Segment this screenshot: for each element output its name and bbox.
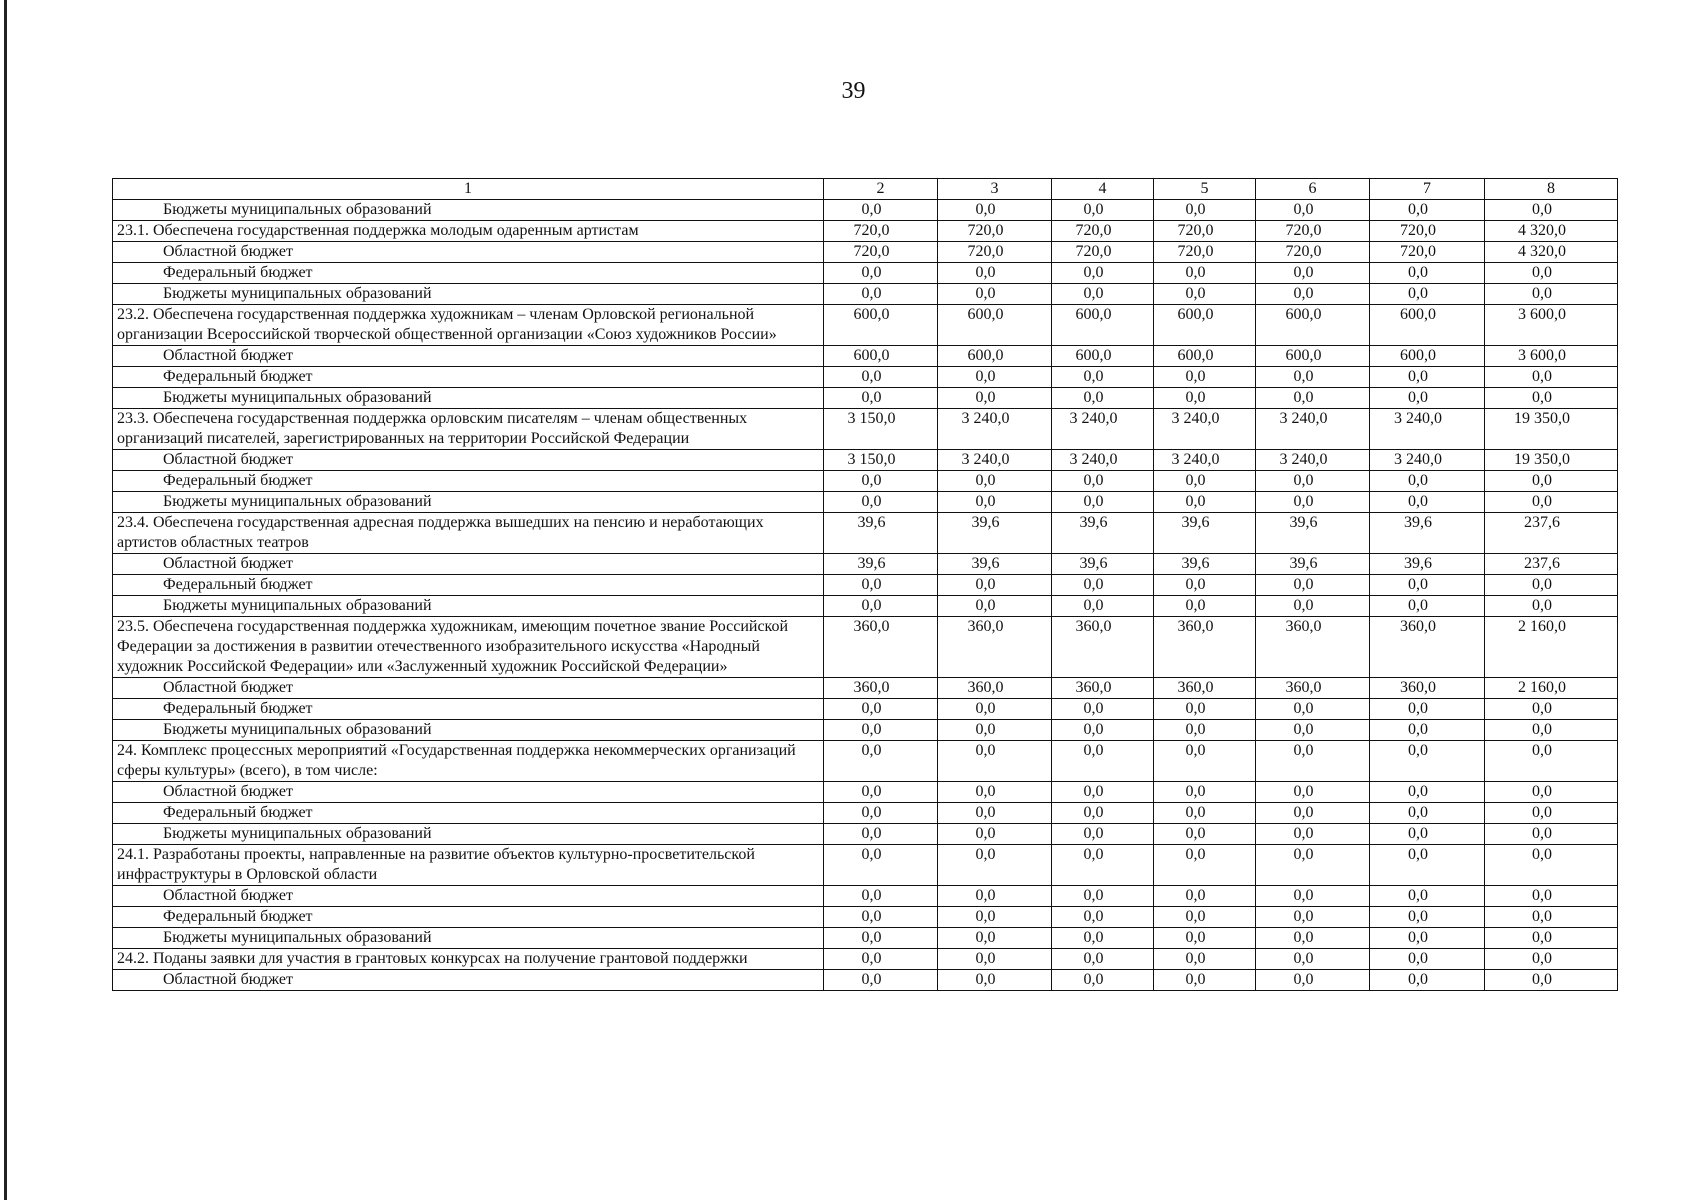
budget-source-label: Федеральный бюджет: [113, 699, 824, 720]
year-value-cell: 0,0: [1370, 699, 1485, 720]
year-value-cell: 720,0: [1052, 221, 1154, 242]
year-value-cell: 0,0: [1154, 970, 1256, 991]
year-value-cell: 600,0: [1256, 346, 1370, 367]
year-value-cell: 0,0: [1052, 741, 1154, 782]
year-value-cell: 0,0: [824, 575, 938, 596]
table-row: [113, 492, 1618, 513]
table-row: [113, 263, 1618, 284]
table-row: [113, 471, 1618, 492]
total-cell: 0,0: [1485, 741, 1618, 782]
year-value-cell: 720,0: [824, 242, 938, 263]
item-description: 23.3. Обеспечена государственная поддержка орловским писателям – членам общественных организаций писателей, зарегистрированных на территории Российской Федерации: [113, 409, 824, 450]
year-value-cell: 0,0: [938, 388, 1052, 409]
table-row: [113, 305, 1618, 346]
page-number: 39: [841, 78, 866, 104]
year-value-cell: 0,0: [1256, 720, 1370, 741]
year-value-cell: 0,0: [1052, 720, 1154, 741]
total-cell: 2 160,0: [1485, 678, 1618, 699]
budget-source-label: Федеральный бюджет: [113, 367, 824, 388]
year-value-cell: 720,0: [938, 221, 1052, 242]
table-row: [113, 949, 1618, 970]
year-value-cell: 0,0: [1370, 596, 1485, 617]
year-value-cell: 0,0: [1370, 367, 1485, 388]
year-value-cell: 0,0: [938, 907, 1052, 928]
year-value-cell: 0,0: [1052, 803, 1154, 824]
year-value-cell: 0,0: [938, 492, 1052, 513]
year-value-cell: 720,0: [1256, 221, 1370, 242]
year-value-cell: 0,0: [824, 471, 938, 492]
total-cell: 0,0: [1485, 782, 1618, 803]
budget-source-label: Федеральный бюджет: [113, 575, 824, 596]
year-value-cell: 600,0: [1256, 305, 1370, 346]
year-value-cell: 360,0: [1370, 678, 1485, 699]
item-description: 23.2. Обеспечена государственная поддержка художникам – членам Орловской региональной организации Всероссийской творческой общественной организации «Союз художников России»: [113, 305, 824, 346]
year-value-cell: 0,0: [1370, 388, 1485, 409]
year-value-cell: 0,0: [1256, 782, 1370, 803]
year-value-cell: 39,6: [1154, 513, 1256, 554]
item-description: 23.1. Обеспечена государственная поддержка молодым одаренным артистам: [113, 221, 824, 242]
total-cell: 4 320,0: [1485, 221, 1618, 242]
year-value-cell: 0,0: [824, 492, 938, 513]
year-value-cell: 39,6: [1256, 554, 1370, 575]
header-cell: 8: [1485, 179, 1618, 200]
year-value-cell: 39,6: [938, 513, 1052, 554]
item-description: 24.2. Поданы заявки для участия в грантовых конкурсах на получение грантовой поддержки: [113, 949, 824, 970]
year-value-cell: 3 240,0: [1370, 409, 1485, 450]
item-description: 23.5. Обеспечена государственная поддержка художникам, имеющим почетное звание Российской Федерации за достижения в развитии отечественного изобразительного искусства «Народный художник Российской Федерации» или «Заслуженный художник Российской Федерации»: [113, 617, 824, 678]
year-value-cell: 0,0: [1256, 367, 1370, 388]
item-description: 23.4. Обеспечена государственная адресная поддержка вышедших на пенсию и неработающих артистов областных театров: [113, 513, 824, 554]
year-value-cell: 39,6: [1370, 554, 1485, 575]
table-row: [113, 346, 1618, 367]
header-cell: 6: [1256, 179, 1370, 200]
year-value-cell: 0,0: [1154, 907, 1256, 928]
year-value-cell: 0,0: [1256, 845, 1370, 886]
budget-source-label: Бюджеты муниципальных образований: [113, 824, 824, 845]
table-body: [113, 179, 1618, 991]
total-cell: 0,0: [1485, 970, 1618, 991]
year-value-cell: 0,0: [938, 949, 1052, 970]
year-value-cell: 0,0: [1052, 263, 1154, 284]
year-value-cell: 3 240,0: [1154, 409, 1256, 450]
table-row: [113, 200, 1618, 221]
year-value-cell: 0,0: [938, 845, 1052, 886]
year-value-cell: 600,0: [938, 346, 1052, 367]
year-value-cell: 0,0: [824, 367, 938, 388]
budget-source-label: Бюджеты муниципальных образований: [113, 284, 824, 305]
year-value-cell: 3 240,0: [1154, 450, 1256, 471]
total-cell: 0,0: [1485, 907, 1618, 928]
header-cell: 3: [938, 179, 1052, 200]
budget-source-label: Областной бюджет: [113, 346, 824, 367]
total-cell: 3 600,0: [1485, 346, 1618, 367]
year-value-cell: 0,0: [1052, 782, 1154, 803]
table-row: [113, 803, 1618, 824]
year-value-cell: 39,6: [1052, 554, 1154, 575]
year-value-cell: 0,0: [1154, 388, 1256, 409]
total-cell: 4 320,0: [1485, 242, 1618, 263]
year-value-cell: 0,0: [1256, 263, 1370, 284]
year-value-cell: 0,0: [1052, 907, 1154, 928]
year-value-cell: 360,0: [1256, 678, 1370, 699]
budget-source-label: Областной бюджет: [113, 242, 824, 263]
total-cell: 0,0: [1485, 492, 1618, 513]
year-value-cell: 0,0: [1370, 471, 1485, 492]
total-cell: 0,0: [1485, 367, 1618, 388]
table-row: [113, 741, 1618, 782]
year-value-cell: 0,0: [1052, 845, 1154, 886]
table-row: [113, 221, 1618, 242]
year-value-cell: 720,0: [1154, 221, 1256, 242]
year-value-cell: 3 240,0: [1052, 409, 1154, 450]
year-value-cell: 0,0: [1370, 886, 1485, 907]
year-value-cell: 0,0: [824, 720, 938, 741]
year-value-cell: 600,0: [824, 346, 938, 367]
year-value-cell: 360,0: [824, 678, 938, 699]
year-value-cell: 0,0: [938, 263, 1052, 284]
year-value-cell: 0,0: [938, 284, 1052, 305]
year-value-cell: 0,0: [1154, 263, 1256, 284]
table-row: [113, 575, 1618, 596]
table-row: [113, 886, 1618, 907]
year-value-cell: 0,0: [938, 200, 1052, 221]
year-value-cell: 0,0: [1052, 200, 1154, 221]
total-cell: 0,0: [1485, 886, 1618, 907]
year-value-cell: 0,0: [1154, 782, 1256, 803]
year-value-cell: 0,0: [1154, 284, 1256, 305]
year-value-cell: 0,0: [1052, 284, 1154, 305]
year-value-cell: 720,0: [1052, 242, 1154, 263]
year-value-cell: 0,0: [1370, 928, 1485, 949]
year-value-cell: 0,0: [1154, 596, 1256, 617]
year-value-cell: 0,0: [824, 782, 938, 803]
year-value-cell: 0,0: [1154, 845, 1256, 886]
year-value-cell: 0,0: [1370, 907, 1485, 928]
year-value-cell: 0,0: [1154, 492, 1256, 513]
budget-source-label: Областной бюджет: [113, 782, 824, 803]
year-value-cell: 0,0: [1052, 824, 1154, 845]
year-value-cell: 0,0: [938, 699, 1052, 720]
year-value-cell: 720,0: [1154, 242, 1256, 263]
header-cell: 7: [1370, 179, 1485, 200]
scan-edge-line: [4, 0, 7, 1200]
total-cell: 0,0: [1485, 471, 1618, 492]
year-value-cell: 0,0: [1154, 928, 1256, 949]
year-value-cell: 0,0: [824, 824, 938, 845]
budget-source-label: Областной бюджет: [113, 886, 824, 907]
year-value-cell: 0,0: [938, 720, 1052, 741]
year-value-cell: 0,0: [1256, 803, 1370, 824]
year-value-cell: 0,0: [1256, 907, 1370, 928]
year-value-cell: 360,0: [1052, 678, 1154, 699]
total-cell: 0,0: [1485, 699, 1618, 720]
year-value-cell: 0,0: [1052, 596, 1154, 617]
year-value-cell: 3 240,0: [1370, 450, 1485, 471]
year-value-cell: 0,0: [1154, 824, 1256, 845]
year-value-cell: 3 240,0: [1256, 450, 1370, 471]
year-value-cell: 600,0: [1052, 346, 1154, 367]
year-value-cell: 600,0: [1052, 305, 1154, 346]
header-cell: 1: [113, 179, 824, 200]
year-value-cell: 0,0: [824, 699, 938, 720]
year-value-cell: 0,0: [824, 741, 938, 782]
header-row: [113, 179, 1618, 200]
budget-source-label: Бюджеты муниципальных образований: [113, 492, 824, 513]
year-value-cell: 720,0: [1370, 242, 1485, 263]
year-value-cell: 0,0: [824, 263, 938, 284]
budget-source-label: Бюджеты муниципальных образований: [113, 596, 824, 617]
year-value-cell: 0,0: [1154, 699, 1256, 720]
year-value-cell: 360,0: [1154, 617, 1256, 678]
total-cell: 2 160,0: [1485, 617, 1618, 678]
year-value-cell: 0,0: [1370, 949, 1485, 970]
budget-source-label: Федеральный бюджет: [113, 907, 824, 928]
year-value-cell: 39,6: [824, 554, 938, 575]
year-value-cell: 0,0: [938, 596, 1052, 617]
header-cell: 5: [1154, 179, 1256, 200]
year-value-cell: 0,0: [1370, 782, 1485, 803]
total-cell: 0,0: [1485, 949, 1618, 970]
budget-source-label: Областной бюджет: [113, 554, 824, 575]
year-value-cell: 39,6: [1370, 513, 1485, 554]
total-cell: 237,6: [1485, 513, 1618, 554]
year-value-cell: 39,6: [1052, 513, 1154, 554]
year-value-cell: 360,0: [938, 678, 1052, 699]
year-value-cell: 0,0: [824, 596, 938, 617]
table-row: [113, 450, 1618, 471]
year-value-cell: 3 240,0: [938, 450, 1052, 471]
year-value-cell: 0,0: [824, 907, 938, 928]
year-value-cell: 0,0: [1154, 367, 1256, 388]
budget-source-label: Бюджеты муниципальных образований: [113, 388, 824, 409]
year-value-cell: 0,0: [1370, 803, 1485, 824]
year-value-cell: 0,0: [1256, 949, 1370, 970]
year-value-cell: 0,0: [1370, 284, 1485, 305]
year-value-cell: 0,0: [824, 886, 938, 907]
table-row: [113, 554, 1618, 575]
total-cell: 0,0: [1485, 596, 1618, 617]
table-row: [113, 824, 1618, 845]
year-value-cell: 720,0: [1370, 221, 1485, 242]
year-value-cell: 0,0: [1256, 596, 1370, 617]
year-value-cell: 0,0: [824, 388, 938, 409]
total-cell: 0,0: [1485, 824, 1618, 845]
year-value-cell: 360,0: [1052, 617, 1154, 678]
year-value-cell: 0,0: [1256, 492, 1370, 513]
budget-source-label: Федеральный бюджет: [113, 471, 824, 492]
year-value-cell: 0,0: [1154, 471, 1256, 492]
year-value-cell: 0,0: [1370, 575, 1485, 596]
budget-source-label: Федеральный бюджет: [113, 263, 824, 284]
total-cell: 0,0: [1485, 928, 1618, 949]
year-value-cell: 360,0: [1256, 617, 1370, 678]
year-value-cell: 600,0: [938, 305, 1052, 346]
total-cell: 0,0: [1485, 803, 1618, 824]
year-value-cell: 0,0: [1052, 492, 1154, 513]
year-value-cell: 0,0: [938, 803, 1052, 824]
budget-source-label: Бюджеты муниципальных образований: [113, 928, 824, 949]
year-value-cell: 0,0: [938, 928, 1052, 949]
budget-source-label: Бюджеты муниципальных образований: [113, 200, 824, 221]
year-value-cell: 360,0: [938, 617, 1052, 678]
year-value-cell: 0,0: [1154, 575, 1256, 596]
year-value-cell: 0,0: [824, 970, 938, 991]
year-value-cell: 0,0: [1370, 200, 1485, 221]
year-value-cell: 39,6: [1154, 554, 1256, 575]
year-value-cell: 0,0: [1256, 471, 1370, 492]
year-value-cell: 0,0: [1370, 845, 1485, 886]
year-value-cell: 0,0: [938, 367, 1052, 388]
year-value-cell: 0,0: [938, 886, 1052, 907]
year-value-cell: 0,0: [824, 803, 938, 824]
total-cell: 3 600,0: [1485, 305, 1618, 346]
year-value-cell: 0,0: [1256, 970, 1370, 991]
year-value-cell: 0,0: [938, 741, 1052, 782]
year-value-cell: 0,0: [1256, 699, 1370, 720]
header-cell: 4: [1052, 179, 1154, 200]
table-row: [113, 388, 1618, 409]
year-value-cell: 720,0: [938, 242, 1052, 263]
year-value-cell: 0,0: [1052, 928, 1154, 949]
year-value-cell: 0,0: [1256, 388, 1370, 409]
year-value-cell: 39,6: [824, 513, 938, 554]
total-cell: 0,0: [1485, 720, 1618, 741]
year-value-cell: 600,0: [1154, 346, 1256, 367]
year-value-cell: 0,0: [1256, 284, 1370, 305]
year-value-cell: 720,0: [824, 221, 938, 242]
year-value-cell: 0,0: [938, 970, 1052, 991]
year-value-cell: 39,6: [1256, 513, 1370, 554]
year-value-cell: 0,0: [1052, 575, 1154, 596]
table-row: [113, 596, 1618, 617]
year-value-cell: 0,0: [938, 824, 1052, 845]
year-value-cell: 0,0: [1052, 886, 1154, 907]
year-value-cell: 3 240,0: [1052, 450, 1154, 471]
year-value-cell: 0,0: [1256, 824, 1370, 845]
year-value-cell: 0,0: [824, 284, 938, 305]
year-value-cell: 0,0: [1154, 200, 1256, 221]
header-cell: 2: [824, 179, 938, 200]
year-value-cell: 3 150,0: [824, 409, 938, 450]
budget-source-label: Областной бюджет: [113, 970, 824, 991]
year-value-cell: 0,0: [1370, 492, 1485, 513]
year-value-cell: 0,0: [1256, 741, 1370, 782]
year-value-cell: 3 240,0: [1256, 409, 1370, 450]
year-value-cell: 600,0: [1370, 305, 1485, 346]
year-value-cell: 720,0: [1256, 242, 1370, 263]
year-value-cell: 0,0: [1154, 949, 1256, 970]
total-cell: 0,0: [1485, 284, 1618, 305]
total-cell: 237,6: [1485, 554, 1618, 575]
year-value-cell: 360,0: [1154, 678, 1256, 699]
total-cell: 0,0: [1485, 388, 1618, 409]
year-value-cell: 0,0: [1370, 741, 1485, 782]
year-value-cell: 600,0: [1370, 346, 1485, 367]
year-value-cell: 0,0: [1256, 928, 1370, 949]
year-value-cell: 0,0: [1256, 886, 1370, 907]
item-description: 24.1. Разработаны проекты, направленные на развитие объектов культурно-просветительской инфраструктуры в Орловской области: [113, 845, 824, 886]
total-cell: 19 350,0: [1485, 450, 1618, 471]
year-value-cell: 0,0: [824, 200, 938, 221]
total-cell: 0,0: [1485, 845, 1618, 886]
table-row: [113, 699, 1618, 720]
year-value-cell: 0,0: [1154, 741, 1256, 782]
year-value-cell: 0,0: [1370, 720, 1485, 741]
year-value-cell: 0,0: [1052, 699, 1154, 720]
year-value-cell: 0,0: [938, 575, 1052, 596]
table-row: [113, 284, 1618, 305]
year-value-cell: 0,0: [1052, 949, 1154, 970]
total-cell: 0,0: [1485, 200, 1618, 221]
year-value-cell: 0,0: [1154, 886, 1256, 907]
year-value-cell: 0,0: [938, 471, 1052, 492]
table-row: [113, 907, 1618, 928]
year-value-cell: 600,0: [1154, 305, 1256, 346]
year-value-cell: 0,0: [1052, 970, 1154, 991]
table-row: [113, 678, 1618, 699]
budget-source-label: Бюджеты муниципальных образований: [113, 720, 824, 741]
budget-source-label: Федеральный бюджет: [113, 803, 824, 824]
table-row: [113, 928, 1618, 949]
item-description: 24. Комплекс процессных мероприятий «Государственная поддержка некоммерческих организаций сферы культуры» (всего), в том числе:: [113, 741, 824, 782]
year-value-cell: 0,0: [1370, 970, 1485, 991]
year-value-cell: 360,0: [1370, 617, 1485, 678]
total-cell: 0,0: [1485, 263, 1618, 284]
year-value-cell: 0,0: [824, 845, 938, 886]
table-row: [113, 367, 1618, 388]
table-row: [113, 513, 1618, 554]
year-value-cell: 3 240,0: [938, 409, 1052, 450]
year-value-cell: 39,6: [938, 554, 1052, 575]
table-row: [113, 782, 1618, 803]
year-value-cell: 0,0: [1370, 263, 1485, 284]
year-value-cell: 0,0: [1052, 471, 1154, 492]
year-value-cell: 0,0: [1256, 575, 1370, 596]
year-value-cell: 0,0: [1154, 803, 1256, 824]
year-value-cell: 0,0: [938, 782, 1052, 803]
table-row: [113, 845, 1618, 886]
year-value-cell: 600,0: [824, 305, 938, 346]
budget-source-label: Областной бюджет: [113, 450, 824, 471]
budget-source-label: Областной бюджет: [113, 678, 824, 699]
year-value-cell: 0,0: [1370, 824, 1485, 845]
year-value-cell: 0,0: [1256, 200, 1370, 221]
table-row: [113, 970, 1618, 991]
total-cell: 19 350,0: [1485, 409, 1618, 450]
table-row: [113, 409, 1618, 450]
budget-table: [112, 178, 1618, 991]
year-value-cell: 0,0: [1154, 720, 1256, 741]
year-value-cell: 0,0: [824, 928, 938, 949]
year-value-cell: 0,0: [1052, 367, 1154, 388]
table-row: [113, 720, 1618, 741]
year-value-cell: 360,0: [824, 617, 938, 678]
table-row: [113, 617, 1618, 678]
total-cell: 0,0: [1485, 575, 1618, 596]
table-row: [113, 242, 1618, 263]
year-value-cell: 0,0: [824, 949, 938, 970]
year-value-cell: 3 150,0: [824, 450, 938, 471]
year-value-cell: 0,0: [1052, 388, 1154, 409]
